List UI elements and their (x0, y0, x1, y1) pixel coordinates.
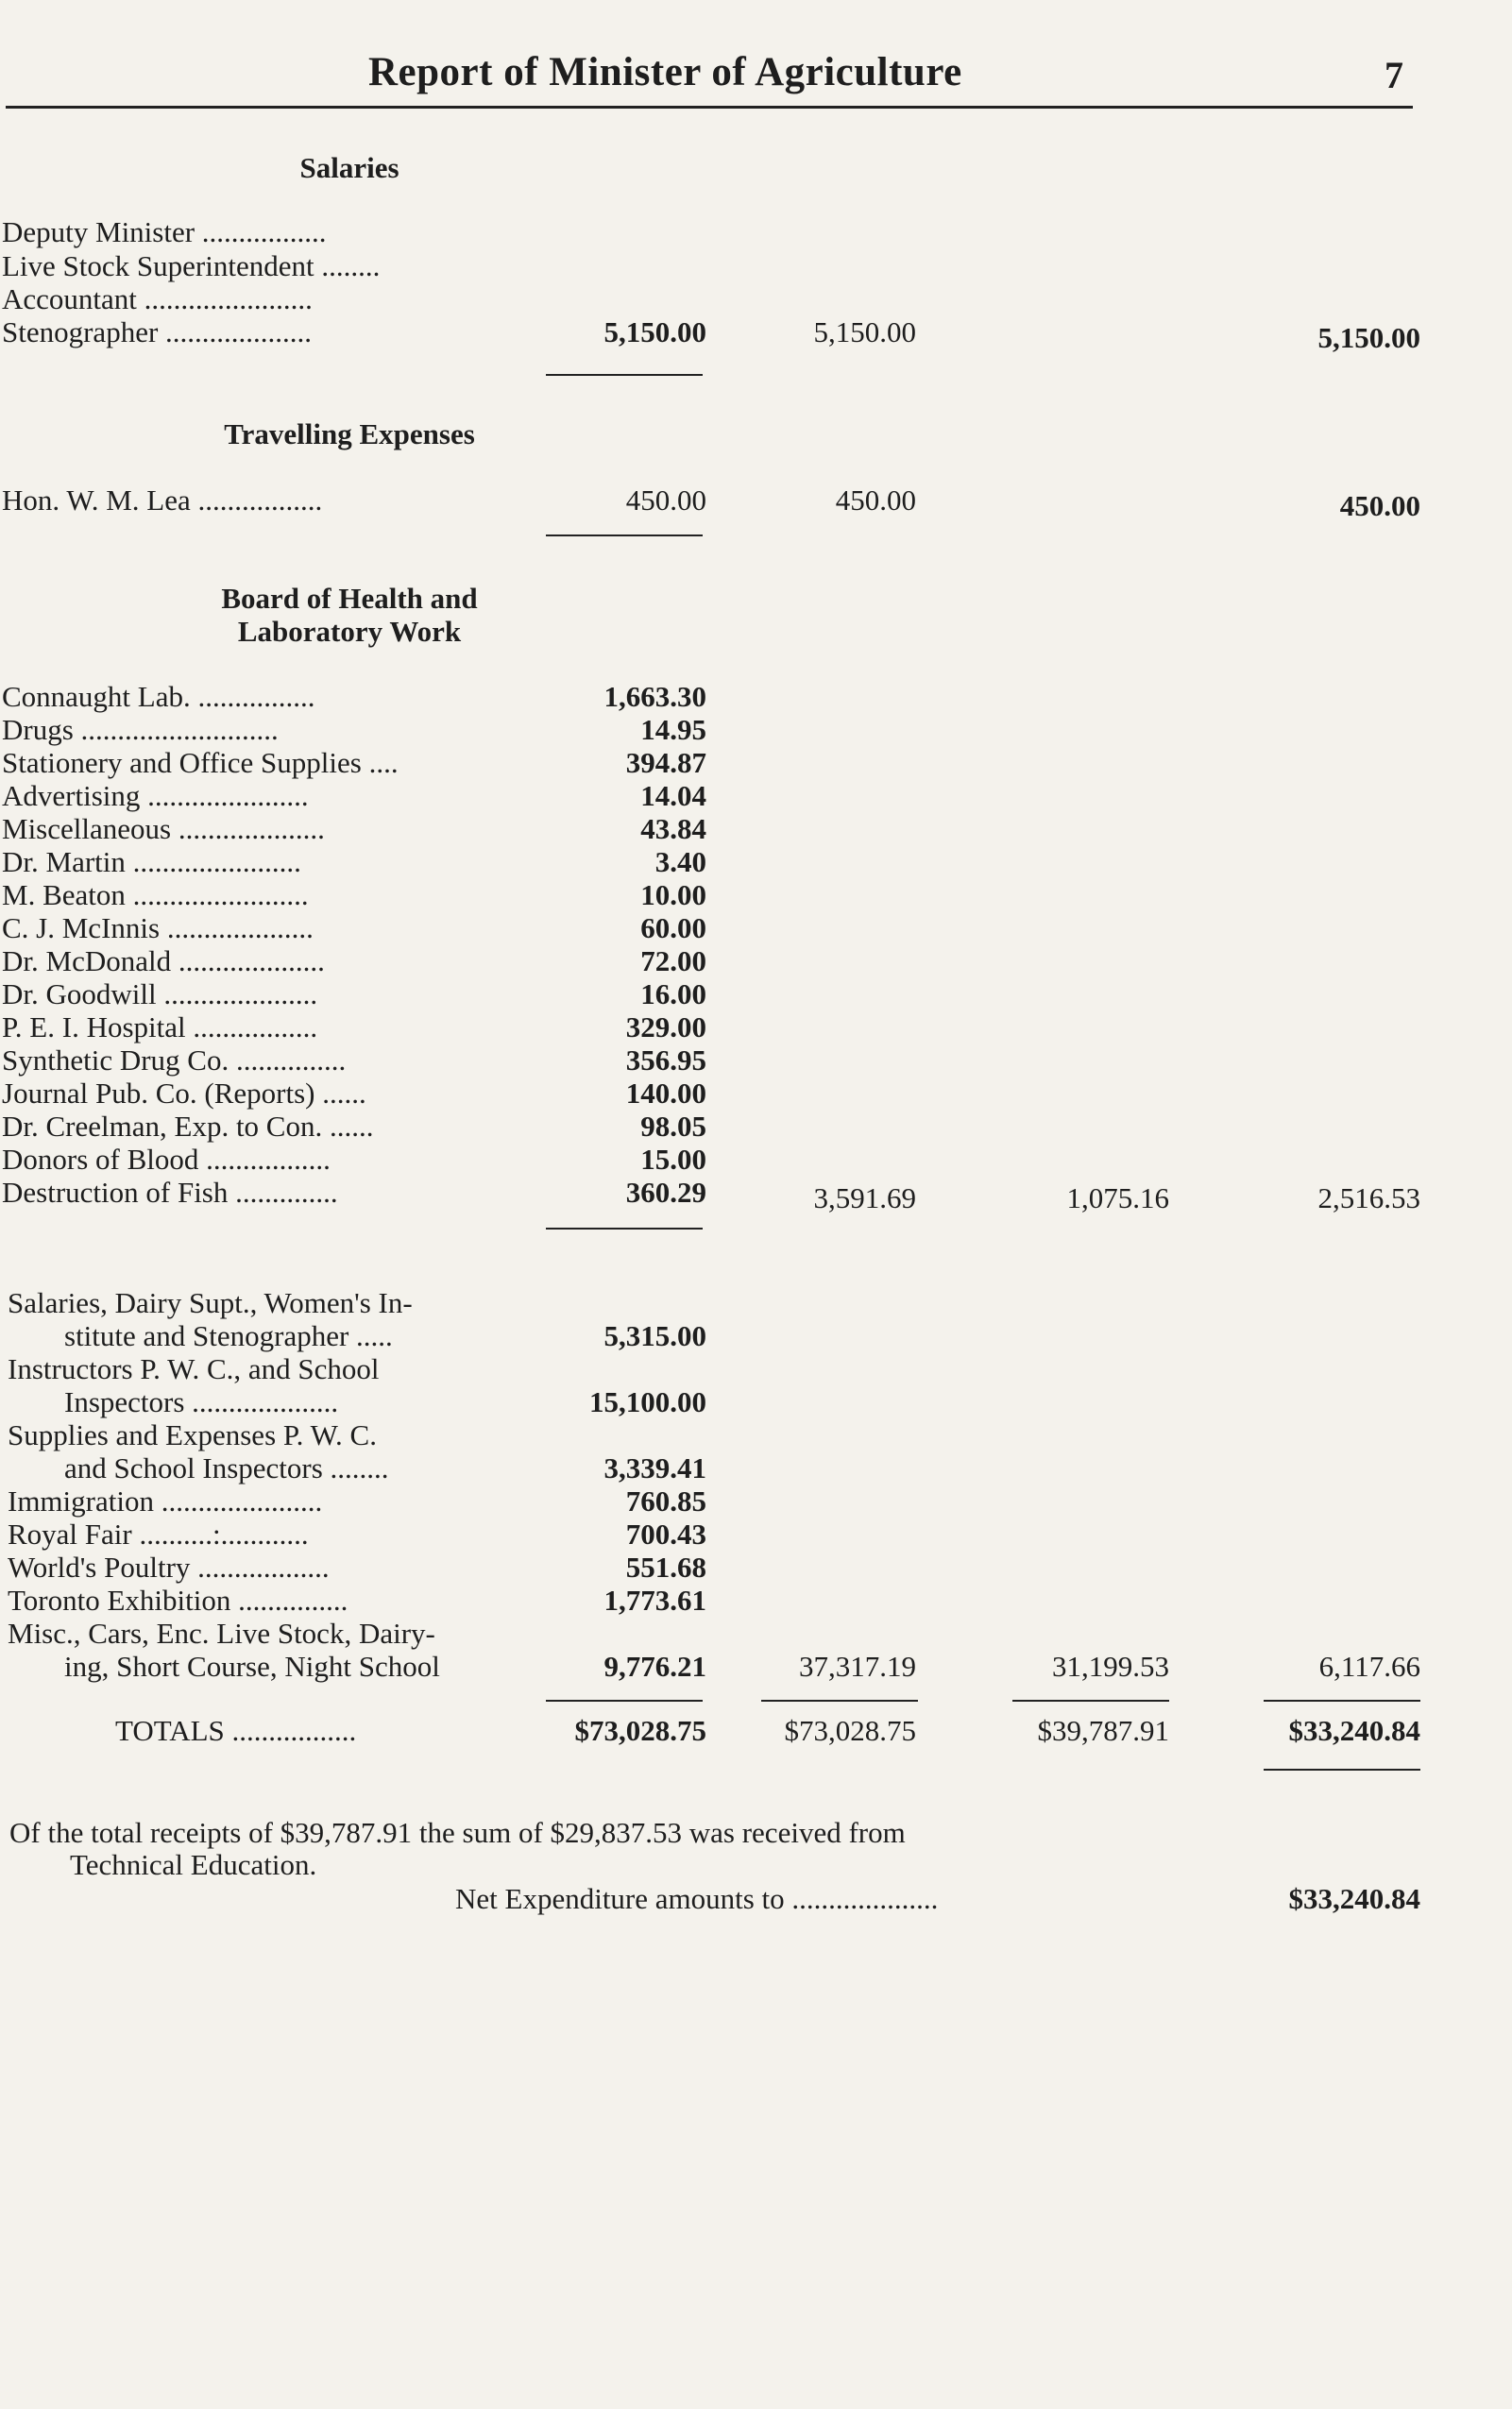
salaries-line (0, 249, 1512, 283)
other-item (0, 1451, 1512, 1485)
grand-total-col4: $33,240.84 (1288, 1714, 1420, 1747)
board-heading: Board of Health and (221, 582, 478, 615)
board-item-label: P. E. I. Hospital ................. (2, 1010, 318, 1043)
board-item (0, 1010, 1512, 1044)
board-item-amount: 140.00 (625, 1077, 706, 1110)
board-item-label: Dr. Goodwill ..................... (2, 977, 318, 1010)
salaries-line (0, 315, 1512, 354)
board-item (0, 1143, 1512, 1177)
board-item (0, 812, 1512, 846)
other-item-amount: 700.43 (625, 1518, 706, 1551)
board-item-label: Advertising ...................... (2, 779, 309, 812)
other-item (0, 1617, 1512, 1651)
board-item (0, 977, 1512, 1011)
travelling-amount-col2: 450.00 (835, 483, 916, 517)
board-total-col3: 1,075.16 (1066, 1181, 1169, 1214)
other-item (0, 1584, 1512, 1618)
other-item-line1: World's Poultry .................. (8, 1551, 330, 1584)
other-item-line1: Instructors P. W. C., and School (8, 1352, 380, 1385)
board-item-amount: 394.87 (625, 746, 706, 779)
salaries-line-label: Accountant ....................... (2, 282, 313, 315)
board-item-amount: 356.95 (625, 1043, 706, 1077)
other-total-col4: 6,117.66 (1318, 1650, 1420, 1683)
board-item-label: Dr. Creelman, Exp. to Con. ...... (2, 1110, 374, 1143)
board-item-label: Dr. McDonald .................... (2, 944, 325, 977)
other-item-amount: 9,776.21 (603, 1650, 706, 1683)
board-item-label: Synthetic Drug Co. ............... (2, 1043, 347, 1077)
other-item-amount: 3,339.41 (603, 1451, 706, 1484)
board-item-amount: 98.05 (640, 1110, 706, 1143)
board-total-col4: 2,516.53 (1317, 1181, 1420, 1214)
grand-totals-rule (1264, 1769, 1420, 1771)
grand-total-col2: $73,028.75 (784, 1714, 916, 1747)
board-item-label: Drugs ........................... (2, 713, 279, 746)
other-item (0, 1319, 1512, 1353)
board-item (0, 746, 1512, 780)
other-item-line2: stitute and Stenographer ..... (64, 1319, 393, 1352)
board-item-label: C. J. McInnis .................... (2, 911, 314, 944)
board-item-amount: 43.84 (640, 812, 706, 845)
grand-total-col3: $39,787.91 (1037, 1714, 1169, 1747)
footer-line1: Of the total receipts of $39,787.91 the sum of $29,837.53 was received from (9, 1816, 906, 1849)
other-item-line2: and School Inspectors ........ (64, 1451, 389, 1484)
grand-totals-label: TOTALS ................. (115, 1714, 357, 1747)
other-total-col2: 37,317.19 (799, 1650, 916, 1683)
other-item-amount: 760.85 (625, 1484, 706, 1518)
other-item (0, 1286, 1512, 1320)
other-item-amount: 1,773.61 (603, 1584, 706, 1617)
grand-totals-row (0, 1714, 1512, 1748)
other-item-line1: Supplies and Expenses P. W. C. (8, 1418, 377, 1451)
board-item-label: Journal Pub. Co. (Reports) ...... (2, 1077, 366, 1110)
salaries-amount-col1: 5,150.00 (603, 315, 706, 348)
header-rule (6, 106, 1413, 109)
other-item (0, 1650, 1512, 1684)
board-item-amount: 360.29 (625, 1176, 706, 1209)
other-rule-col3 (1012, 1700, 1169, 1702)
salaries-line-label: Stenographer .................... (2, 315, 313, 348)
board-item-amount: 10.00 (640, 878, 706, 911)
board-item (0, 1043, 1512, 1077)
travelling-amount-col4: 450.00 (1339, 489, 1420, 522)
board-item-label: Miscellaneous .................... (2, 812, 325, 845)
other-item-amount: 15,100.00 (589, 1385, 706, 1418)
board-item-amount: 72.00 (640, 944, 706, 977)
board-item (0, 911, 1512, 945)
other-item-line1: Royal Fair ..........:............ (8, 1518, 309, 1551)
salaries-heading: Salaries (299, 151, 399, 184)
travelling-line-label: Hon. W. M. Lea ................. (2, 483, 323, 517)
net-expenditure-label: Net Expenditure amounts to .................... (455, 1882, 939, 1915)
board-total-col2: 3,591.69 (813, 1181, 916, 1214)
salaries-line-label: Live Stock Superintendent ........ (2, 249, 381, 282)
board-item-amount: 3.40 (654, 845, 706, 878)
travelling-heading: Travelling Expenses (224, 417, 475, 450)
salaries-amount-col2: 5,150.00 (813, 315, 916, 348)
board-item (0, 845, 1512, 879)
board-item (0, 779, 1512, 813)
board-rule (546, 1228, 703, 1230)
travelling-rule (546, 534, 703, 536)
other-rule-col1 (546, 1700, 703, 1702)
board-item (0, 1176, 1512, 1214)
other-item-line1: Misc., Cars, Enc. Live Stock, Dairy- (8, 1617, 435, 1650)
board-item (0, 944, 1512, 978)
board-item-label: M. Beaton ........................ (2, 878, 309, 911)
board-item (0, 713, 1512, 747)
board-item-amount: 14.04 (640, 779, 706, 812)
grand-total-col1: $73,028.75 (574, 1714, 706, 1747)
other-item-amount: 551.68 (625, 1551, 706, 1584)
board-item (0, 1110, 1512, 1144)
page-number: 7 (1385, 54, 1403, 96)
other-item (0, 1352, 1512, 1386)
board-item-amount: 15.00 (640, 1143, 706, 1176)
board-item (0, 878, 1512, 912)
footer-line2: Technical Education. (70, 1848, 317, 1881)
page-header (0, 49, 1417, 108)
board-item-amount: 14.95 (640, 713, 706, 746)
net-expenditure-value: $33,240.84 (1288, 1882, 1420, 1915)
other-item (0, 1551, 1512, 1585)
board-item-label: Destruction of Fish .............. (2, 1176, 338, 1209)
board-item-label: Donors of Blood ................. (2, 1143, 331, 1176)
board-item-amount: 1,663.30 (603, 680, 706, 713)
salaries-line (0, 215, 1512, 249)
board-heading: Laboratory Work (237, 615, 462, 648)
other-total-col3: 31,199.53 (1052, 1650, 1169, 1683)
page-title: Report of Minister of Agriculture (368, 50, 962, 94)
other-rule-col2 (761, 1700, 918, 1702)
board-item-label: Stationery and Office Supplies .... (2, 746, 399, 779)
other-item-line1: Toronto Exhibition ............... (8, 1584, 348, 1617)
board-item-amount: 16.00 (640, 977, 706, 1010)
other-item-line2: Inspectors .................... (64, 1385, 339, 1418)
other-item (0, 1484, 1512, 1518)
other-item-line2: ing, Short Course, Night School (64, 1650, 440, 1683)
salaries-line (0, 282, 1512, 316)
travelling-amount-col1: 450.00 (625, 483, 706, 517)
board-item (0, 1077, 1512, 1111)
other-item-amount: 5,315.00 (603, 1319, 706, 1352)
board-item-label: Connaught Lab. ................ (2, 680, 315, 713)
other-item-line1: Immigration ...................... (8, 1484, 323, 1518)
salaries-rule (546, 374, 703, 376)
board-item-label: Dr. Martin ....................... (2, 845, 301, 878)
other-item (0, 1418, 1512, 1452)
other-item (0, 1385, 1512, 1419)
board-item-amount: 329.00 (625, 1010, 706, 1043)
board-item (0, 680, 1512, 714)
other-item (0, 1518, 1512, 1552)
other-rule-col4 (1264, 1700, 1420, 1702)
board-item-amount: 60.00 (640, 911, 706, 944)
other-item-line1: Salaries, Dairy Supt., Women's In- (8, 1286, 413, 1319)
salaries-amount-col4: 5,150.00 (1317, 321, 1420, 354)
travelling-line (0, 483, 1512, 522)
salaries-line-label: Deputy Minister ................. (2, 215, 327, 248)
